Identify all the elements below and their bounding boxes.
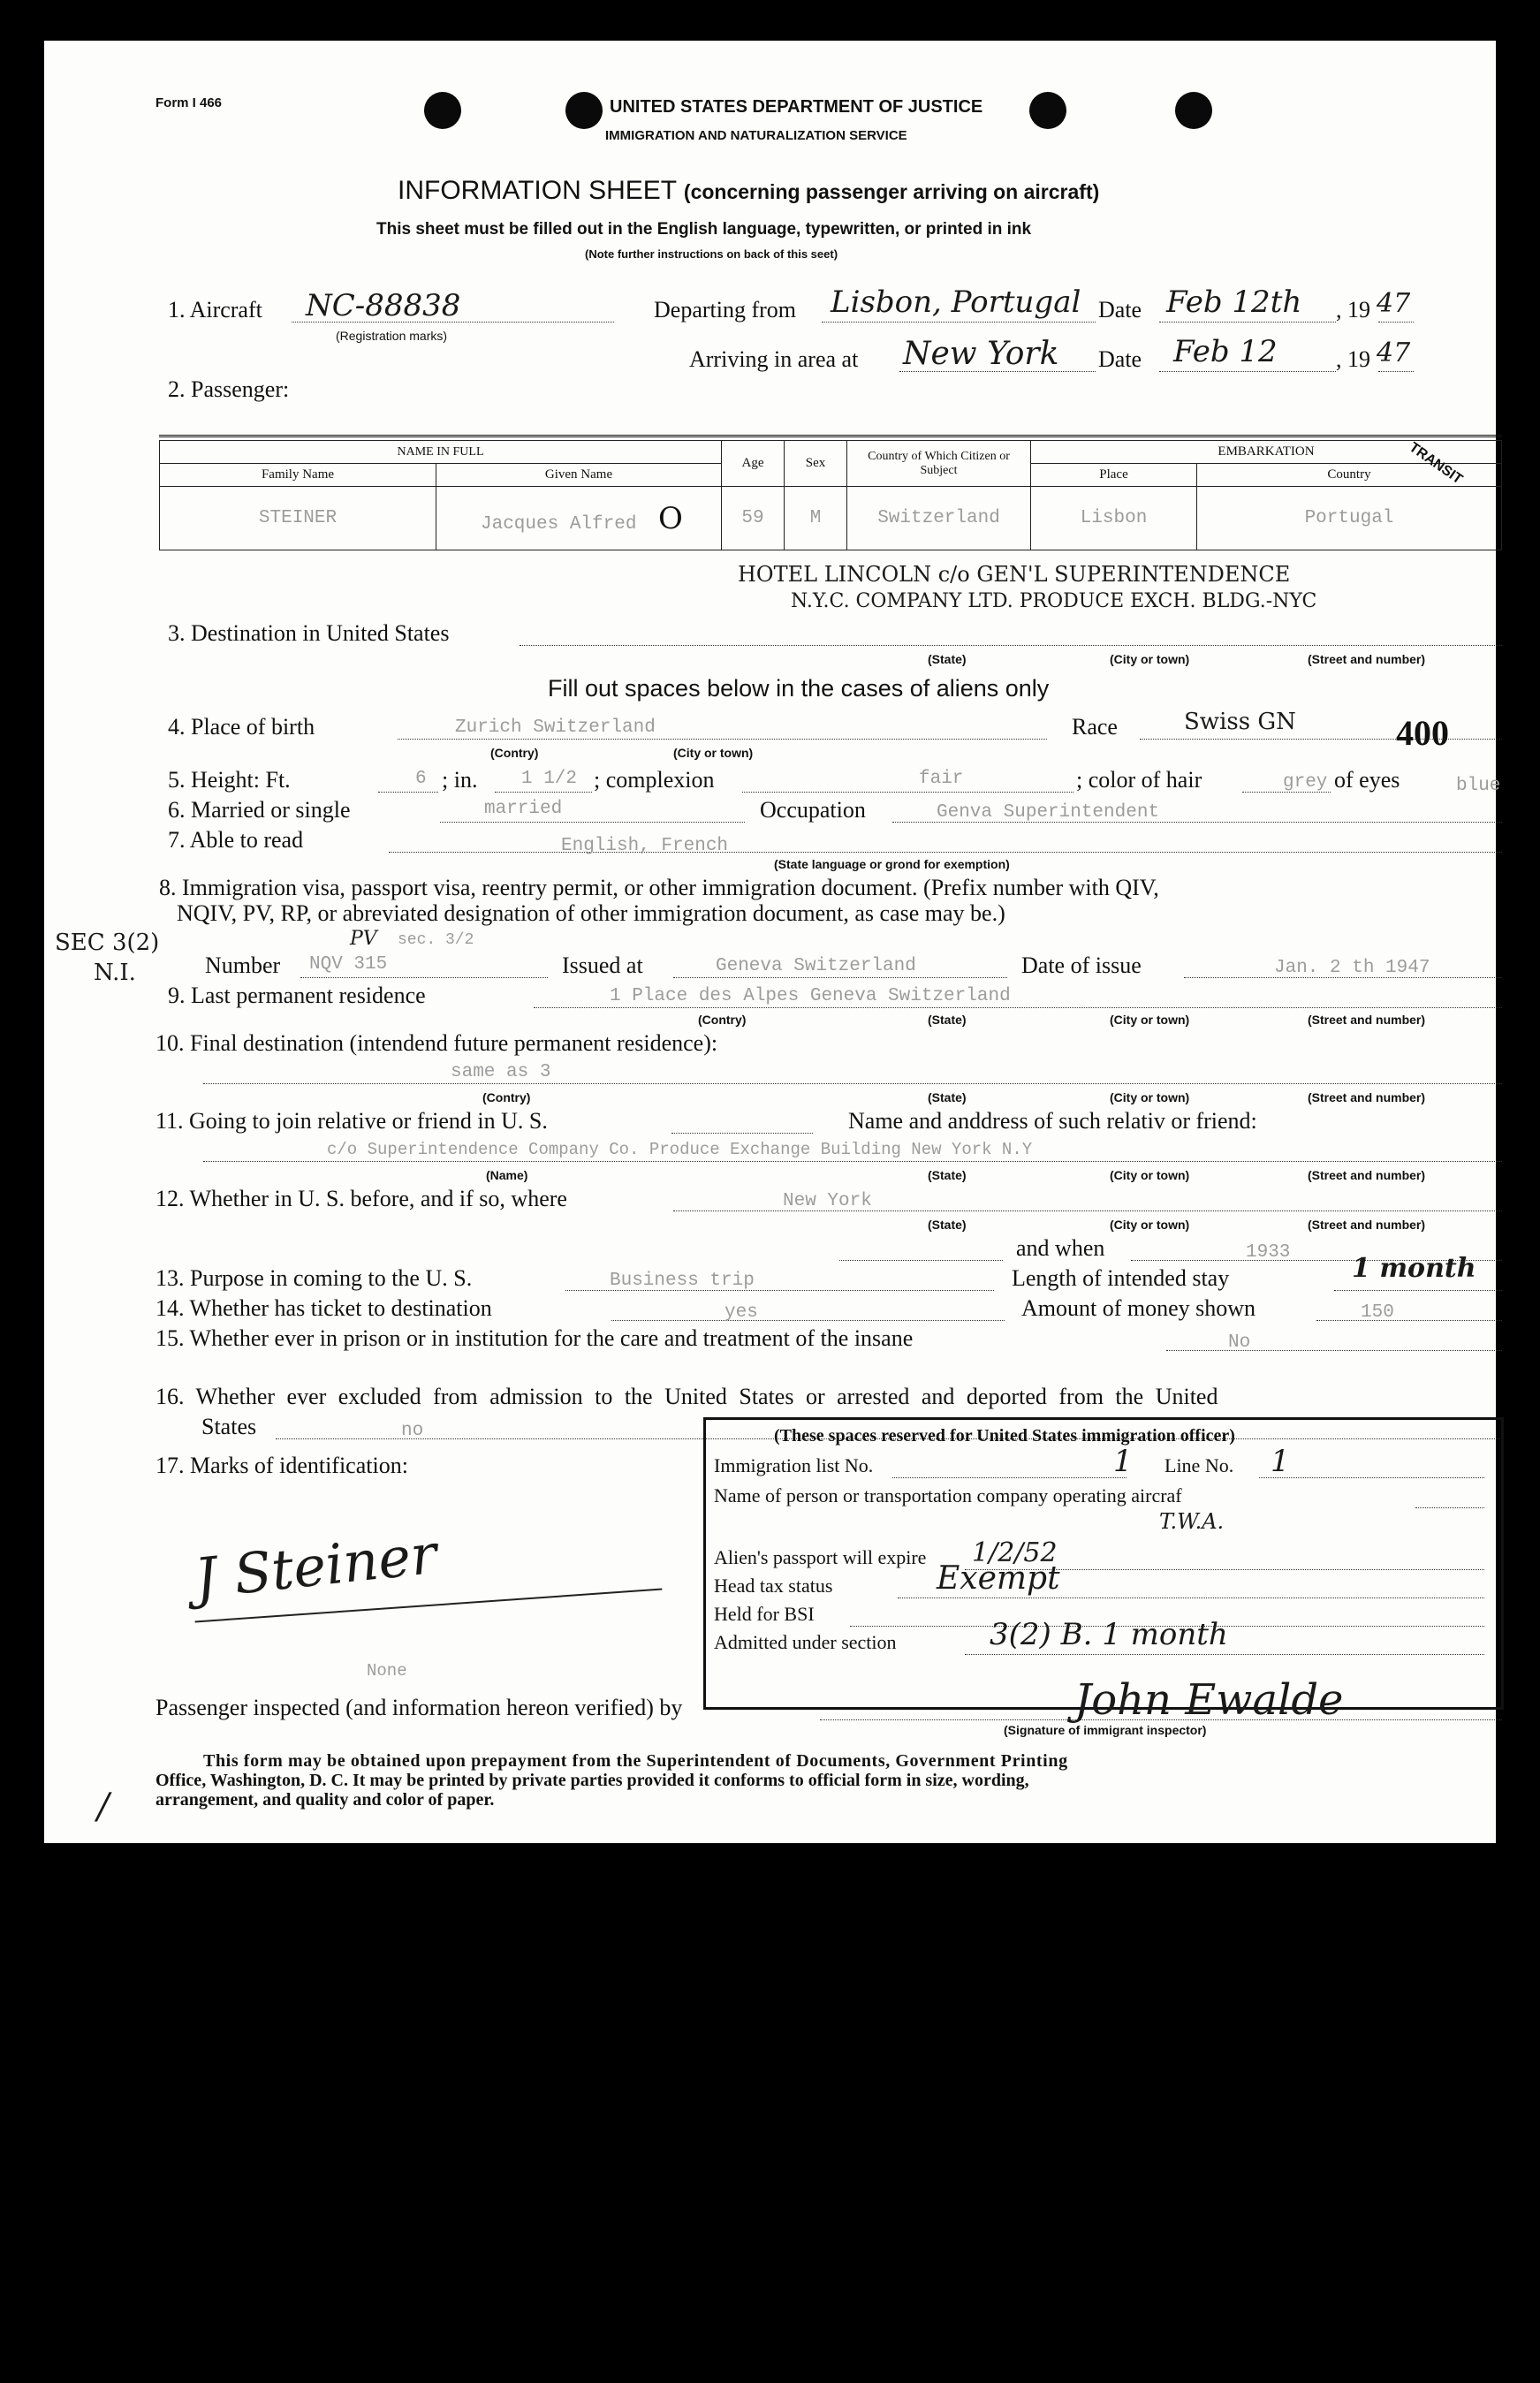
departing-label: Departing from — [654, 297, 797, 323]
section-label: Admitted under section — [714, 1631, 897, 1653]
destination-street: (Street and number) — [1308, 652, 1426, 666]
col-age: Age — [722, 441, 785, 487]
money-label: Amount of money shown — [1021, 1295, 1256, 1321]
money-line — [1316, 1320, 1502, 1321]
prison-label: 15. Whether ever in prison or in institution for the care and treatment of the insane — [156, 1325, 914, 1351]
issue-date-value: Jan. 2 th 1947 — [1274, 958, 1430, 978]
departing-date-label: Date — [1098, 297, 1142, 323]
list-line — [892, 1477, 1127, 1478]
height-label: 5. Height: Ft. — [168, 767, 291, 793]
complexion-label: ; complexion — [594, 767, 715, 793]
relative-short-line — [671, 1133, 813, 1134]
tax-label: Head tax status — [714, 1575, 833, 1597]
arriving-label: Arriving in area at — [689, 346, 859, 372]
birth-label: 4. Place of birth — [168, 714, 315, 740]
height-ft-line — [378, 792, 438, 793]
col-sex: Sex — [785, 441, 847, 487]
service-name: IMMIGRATION AND NATURALIZATION SERVICE — [605, 128, 907, 143]
punch-hole — [565, 92, 603, 129]
form-number: Form I 466 — [156, 95, 223, 110]
occupation-label: Occupation — [760, 797, 866, 823]
visa-text2: NQIV, PV, RP, or abreviated designation of other immigration document, as case may be.) — [177, 900, 1005, 926]
list-value: 1 — [1113, 1444, 1133, 1479]
cell-given — [436, 487, 722, 550]
departing-value: Lisbon, Portugal — [831, 285, 1081, 320]
inspection-sub: (Signature of immigrant inspector) — [1004, 1723, 1207, 1737]
cell-sex: M — [785, 487, 847, 550]
relative-city: (City or town) — [1110, 1168, 1190, 1182]
money-value: 150 — [1361, 1302, 1394, 1323]
col-embarkation: EMBARKATION — [1031, 441, 1502, 464]
before-street: (Street and number) — [1308, 1218, 1426, 1232]
line-no-line — [1259, 1477, 1484, 1478]
footer-line2: Office, Washington, D. C. It may be printed by private parties provided it conforms to official form in size, wording, — [156, 1771, 1029, 1790]
excluded-label2: States — [201, 1414, 257, 1439]
title-paren: (concerning passenger arriving on aircraft) — [683, 180, 1100, 203]
departing-year: 47 — [1377, 288, 1411, 319]
before-city: (City or town) — [1110, 1218, 1190, 1232]
race-value: Swiss GN — [1184, 709, 1296, 735]
form-page — [44, 41, 1501, 1843]
birth-line — [398, 739, 1047, 740]
destination-line — [520, 645, 1502, 646]
arriving-value: New York — [903, 336, 1059, 372]
destination-hand-line1: HOTEL LINCOLN c/o GEN'L SUPERINTENDENCE — [738, 562, 1291, 587]
ticket-value: yes — [724, 1302, 758, 1323]
col-emb-country: Country — [1197, 464, 1502, 487]
read-label: 7. Able to read — [168, 827, 304, 853]
issued-value: Geneva Switzerland — [716, 956, 916, 976]
marks-label: 17. Marks of identification: — [156, 1453, 408, 1478]
excluded-label1: 16. Whether ever excluded from admission to the United States or arrested and deported from the United — [156, 1384, 1218, 1409]
relative-street: (Street and number) — [1308, 1168, 1426, 1182]
page-title — [398, 176, 1099, 206]
married-line — [440, 822, 745, 823]
residence-value: 1 Place des Alpes Geneva Switzerland — [610, 986, 1011, 1006]
married-label: 6. Married or single — [168, 797, 351, 823]
table-top-rule — [159, 435, 1502, 437]
aircraft-value: NC-88838 — [306, 288, 461, 323]
excluded-value: no — [401, 1421, 424, 1441]
residence-city: (City or town) — [1110, 1013, 1190, 1027]
departing-line — [822, 322, 1096, 323]
section-value: 3(2) B. 1 month — [990, 1617, 1228, 1652]
section-line — [965, 1654, 1484, 1655]
arriving-date-label: Date — [1098, 346, 1142, 372]
instruction-note: (Note further instructions on back of this seet) — [585, 247, 838, 261]
final-value: same as 3 — [451, 1062, 551, 1082]
col-given-name: Given Name — [436, 464, 722, 487]
final-contry: (Contry) — [482, 1090, 531, 1104]
passport-label: Alien's passport will expire — [714, 1546, 927, 1568]
aliens-heading: Fill out spaces below in the cases of aliens only — [548, 675, 1050, 702]
corner-mark: / — [97, 1787, 110, 1827]
read-sub: (State language or grond for exemption) — [774, 857, 1010, 871]
eyes-value: blue — [1456, 776, 1501, 796]
ticket-label: 14. Whether has ticket to destination — [156, 1295, 492, 1321]
footer-line3: arrangement, and quality and color of paper. — [156, 1790, 495, 1810]
hair-label: ; color of hair — [1076, 767, 1202, 793]
final-street: (Street and number) — [1308, 1090, 1426, 1104]
residence-label: 9. Last permanent residence — [168, 983, 426, 1008]
number-line — [300, 977, 548, 978]
col-name-in-full: NAME IN FULL — [160, 441, 722, 464]
margin-note-sec: SEC 3(2) — [55, 930, 160, 956]
height-in-label: ; in. — [442, 767, 478, 793]
col-family-name: Family Name — [160, 464, 436, 487]
cell-family: STEINER — [160, 487, 436, 550]
number-value: NQV 315 — [309, 954, 388, 975]
relative-label: 11. Going to join relative or friend in U. S. — [156, 1108, 548, 1134]
inspector-signature: John Ewalde — [1074, 1675, 1344, 1725]
departing-date-line — [1159, 322, 1336, 323]
issue-date-label: Date of issue — [1021, 952, 1142, 978]
transit-stamp: TRANSIT — [1406, 439, 1466, 488]
destination-label: 3. Destination in United States — [168, 620, 450, 646]
inspection-label: Passenger inspected (and information hereon verified) by — [156, 1695, 683, 1720]
departing-year-prefix: , 19 — [1336, 297, 1370, 323]
punch-hole — [424, 92, 461, 129]
height-in-line — [495, 792, 592, 793]
destination-state: (State) — [928, 652, 967, 666]
height-ft: 6 — [415, 769, 427, 789]
stay-value: 1 month — [1352, 1253, 1476, 1284]
company-label: Name of person or transportation company operating aircraf — [714, 1484, 1182, 1506]
tax-value: Exempt — [937, 1560, 1060, 1597]
before-state: (State) — [928, 1218, 967, 1232]
prison-value: No — [1228, 1332, 1251, 1353]
passenger-table — [159, 440, 1502, 550]
prison-line — [1166, 1350, 1502, 1351]
arriving-year: 47 — [1377, 338, 1411, 368]
company-line — [1415, 1507, 1484, 1508]
destination-city: (City or town) — [1110, 652, 1190, 666]
sec-note: sec. 3/2 — [398, 931, 474, 949]
stay-label: Length of intended stay — [1012, 1265, 1230, 1291]
final-line — [203, 1083, 1502, 1084]
instruction-text: This sheet must be filled out in the English language, typewritten, or printed in ink — [376, 220, 1032, 239]
arriving-date: Feb 12 — [1173, 334, 1278, 369]
birth-city-sub: (City or town) — [673, 746, 754, 760]
department-name: UNITED STATES DEPARTMENT OF JUSTICE — [610, 97, 983, 117]
occupation-value: Genva Superintendent — [937, 802, 1160, 823]
title-main: INFORMATION SHEET — [398, 176, 677, 205]
destination-hand-line2: N.Y.C. COMPANY LTD. PRODUCE EXCH. BLDG.-NYC — [791, 590, 1317, 612]
cell-emb-country: Portugal — [1197, 487, 1502, 550]
passenger-label: 2. Passenger: — [168, 376, 290, 402]
marks-value: None — [367, 1661, 407, 1681]
purpose-value: Business trip — [610, 1271, 755, 1291]
when-value: 1933 — [1246, 1242, 1291, 1263]
punch-hole — [1175, 92, 1212, 129]
footer-line1: This form may be obtained upon prepayment from the Superintendent of Documents, Government Printing — [203, 1751, 1068, 1771]
height-in: 1 1/2 — [521, 769, 578, 789]
ticket-line — [611, 1320, 1005, 1321]
margin-note-ni: N.I. — [94, 960, 136, 986]
before-when-pre-line — [839, 1260, 1003, 1261]
before-value: New York — [783, 1191, 872, 1211]
aircraft-label: 1. Aircraft — [168, 297, 262, 323]
given-value: Jacques Alfred — [481, 513, 637, 535]
line-value: 1 — [1271, 1444, 1290, 1479]
married-value: married — [484, 799, 563, 819]
birth-country-sub: (Contry) — [490, 746, 539, 760]
relative-name-label: Name and anddress of such relativ or friend: — [848, 1108, 1257, 1134]
number-label: Number — [205, 952, 281, 978]
company-value: T.W.A. — [1159, 1509, 1225, 1534]
cell-citizen: Switzerland — [847, 487, 1031, 550]
residence-line — [534, 1007, 1502, 1008]
complexion-value: fair — [919, 769, 964, 789]
read-value: English, French — [561, 836, 729, 856]
departing-year-line — [1378, 322, 1414, 323]
cell-place: Lisbon — [1031, 487, 1197, 550]
given-mark: O — [658, 500, 683, 536]
cell-age: 59 — [722, 487, 785, 550]
col-country: Country of Which Citizen or Subject — [847, 441, 1031, 487]
relative-line — [203, 1161, 1502, 1162]
read-line — [389, 852, 1502, 853]
list-label: Immigration list No. — [714, 1454, 874, 1476]
arriving-date-line — [1159, 371, 1336, 372]
residence-state: (State) — [928, 1013, 967, 1027]
arriving-year-line — [1378, 371, 1414, 372]
birth-value: Zurich Switzerland — [455, 717, 656, 738]
stamp-number: 400 — [1396, 713, 1449, 753]
departing-date: Feb 12th — [1166, 285, 1302, 320]
aircraft-sub: (Registration marks) — [336, 329, 448, 343]
final-label: 10. Final destination (intendend future permanent residence): — [156, 1030, 718, 1056]
before-label: 12. Whether in U. S. before, and if so, where — [156, 1186, 567, 1211]
issued-label: Issued at — [562, 952, 643, 978]
purpose-label: 13. Purpose in coming to the U. S. — [156, 1265, 473, 1291]
visa-text1: 8. Immigration visa, passport visa, reentry permit, or other immigration document. (Prefix number with QIV, — [159, 875, 1159, 900]
col-place: Place — [1031, 464, 1197, 487]
officer-box-title: (These spaces reserved for United States immigration officer) — [774, 1426, 1235, 1446]
relative-state: (State) — [928, 1168, 967, 1182]
arriving-year-prefix: , 19 — [1336, 346, 1370, 372]
pv-note: PV — [350, 928, 377, 950]
when-label: and when — [1016, 1235, 1105, 1261]
passport-value: 1/2/52 — [972, 1537, 1058, 1568]
hair-value: grey — [1283, 772, 1328, 793]
residence-contry: (Contry) — [698, 1013, 747, 1027]
residence-street: (Street and number) — [1308, 1013, 1426, 1027]
race-label: Race — [1072, 714, 1118, 740]
eyes-label: of eyes — [1334, 767, 1400, 793]
relative-name-sub: (Name) — [486, 1168, 528, 1182]
relative-value: c/o Superintendence Company Co. Produce Exchange Building New York N.Y — [327, 1140, 1033, 1159]
complexion-line — [742, 792, 1073, 793]
line-label: Line No. — [1164, 1454, 1234, 1476]
issued-line — [673, 977, 1007, 978]
passenger-signature: J Steiner — [191, 1521, 440, 1612]
bsi-label: Held for BSI — [714, 1603, 815, 1625]
final-city: (City or town) — [1110, 1090, 1190, 1104]
table-row — [160, 487, 1502, 550]
final-state: (State) — [928, 1090, 967, 1104]
stay-line — [1334, 1290, 1502, 1291]
punch-hole — [1029, 92, 1066, 129]
